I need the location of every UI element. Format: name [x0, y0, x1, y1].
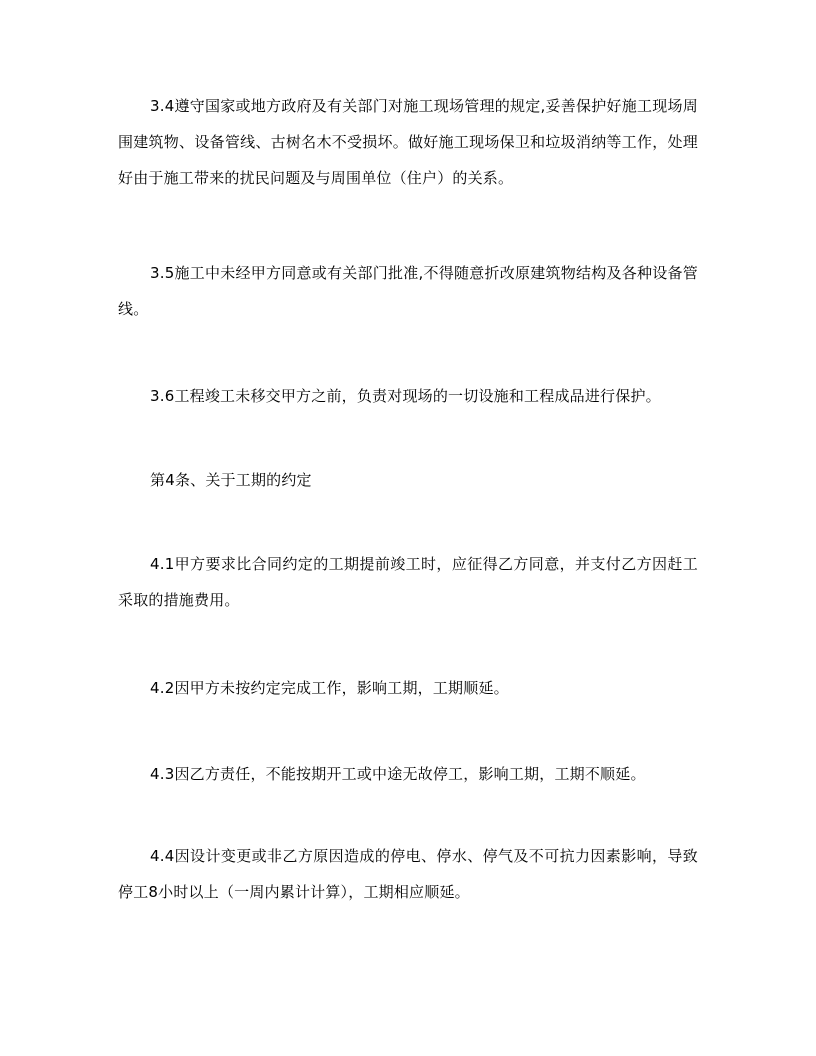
clause-4-2: 4.2因甲方未按约定完成工作，影响工期，工期顺延。 — [150, 679, 509, 697]
article-4-heading: 第4条、关于工期的约定 — [150, 471, 312, 489]
clause-4-1: 4.1甲方要求比合同约定的工期提前竣工时，应征得乙方同意，并支付乙方因赶工采取的措施费用。 — [118, 555, 698, 609]
clause-3-6: 3.6工程竣工未移交甲方之前，负责对现场的一切设施和工程成品进行保护。 — [150, 387, 661, 405]
clause-4-3: 4.3因乙方责任，不能按期开工或中途无故停工，影响工期，工期不顺延。 — [150, 765, 646, 783]
clause-3-4: 3.4遵守国家或地方政府及有关部门对施工现场管理的规定,妥善保护好施工现场周围建筑物、设备管线、古树名木不受损坏。做好施工现场保卫和垃圾消纳等工作，处理好由于施工带来的扰民问题及与周围单位（住户）的关系。 — [118, 97, 698, 187]
clause-4-4: 4.4因设计变更或非乙方原因造成的停电、停水、停气及不可抗力因素影响，导致停工8小时以上（一周内累计计算），工期相应顺延。 — [118, 847, 698, 901]
clause-3-5: 3.5施工中未经甲方同意或有关部门批准,不得随意折改原建筑物结构及各种设备管线。 — [118, 264, 698, 318]
